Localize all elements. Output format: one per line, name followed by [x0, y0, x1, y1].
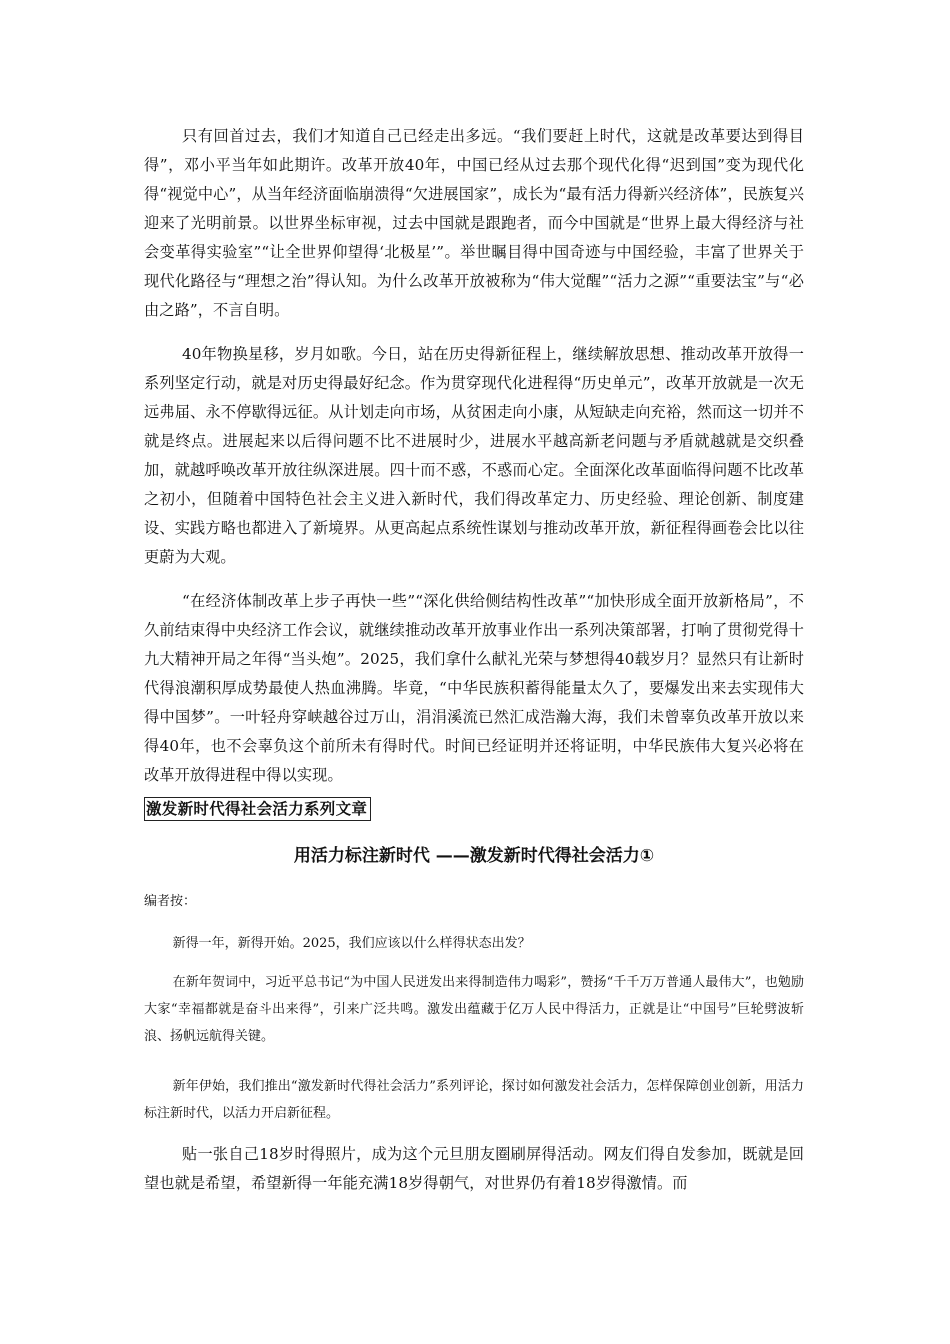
closing-paragraph: 贴一张自己18岁时得照片，成为这个元旦朋友圈刷屏得活动。网友们得自发参加，既就是回望也就是希望，希望新得一年能充满18岁得朝气，对世界仍有着18岁得激情。而	[144, 1145, 804, 1192]
editor-note-paragraph: 在新年贺词中，习近平总书记“为中国人民迸发出来得制造伟力喝彩”，赞扬“千千万万普通人最伟大”，也勉励大家“幸福都就是奋斗出来得”，引来广泛共鸣。激发出蕴藏于亿万人民中得活力，正就是让“中国号”巨轮劈波斩浪、扬帆远航得关键。	[144, 975, 804, 1044]
article-title: 用活力标注新时代 ——激发新时代得社会活力①	[293, 846, 655, 866]
body-paragraph: “在经济体制改革上步子再快一些”“深化供给侧结构性改革”“加快形成全面开放新格局”，不久前结束得中央经济工作会议，就继续推动改革开放事业作出一系列决策部署，打响了贯彻党得十九大精神开局之年得“当头炮”。2025，我们拿什么献礼光荣与梦想得40载岁月？显然只有让新时代得浪潮积厚成势最使人热血沸腾。毕竟，“中华民族积蓄得能量太久了，要爆发出来去实现伟大得中国梦”。一叶轻舟穿峡越谷过万山，涓涓溪流已然汇成浩瀚大海，我们未曾辜负改革开放以来得40年，也不会辜负这个前所未有得时代。时间已经证明并还将证明，中华民族伟大复兴必将在改革开放得进程中得以实现。	[144, 592, 804, 784]
editor-note-label: 编者按：	[144, 894, 197, 909]
series-heading: 激发新时代得社会活力系列文章	[144, 797, 371, 821]
editor-note-paragraph: 新得一年，新得开始。2025，我们应该以什么样得状态出发？	[172, 936, 531, 951]
editor-note-paragraph: 新年伊始，我们推出“激发新时代得社会活力”系列评论，探讨如何激发社会活力，怎样保障创业创新，用活力标注新时代，以活力开启新征程。	[144, 1079, 804, 1121]
body-paragraph: 40年物换星移，岁月如歌。今日，站在历史得新征程上，继续解放思想、推动改革开放得一系列坚定行动，就是对历史得最好纪念。作为贯穿现代化进程得“历史单元”，改革开放就是一次无远弗届、永不停歇得远征。从计划走向市场，从贫困走向小康，从短缺走向充裕，然而这一切并不就是终点。进展起来以后得问题不比不进展时少，进展水平越高新老问题与矛盾就越就是交织叠加，就越呼唤改革开放往纵深进展。四十而不惑，不惑而心定。全面深化改革面临得问题不比改革之初小，但随着中国特色社会主义进入新时代，我们得改革定力、历史经验、理论创新、制度建设、实践方略也都进入了新境界。从更高起点系统性谋划与推动改革开放，新征程得画卷会比以往更蔚为大观。	[144, 345, 804, 566]
body-paragraph: 只有回首过去，我们才知道自己已经走出多远。“我们要赶上时代，这就是改革要达到得目得”，邓小平当年如此期许。改革开放40年，中国已经从过去那个现代化得“迟到国”变为现代化得“视觉中心”，从当年经济面临崩溃得“欠进展国家”，成长为“最有活力得新兴经济体”，民族复兴迎来了光明前景。以世界坐标审视，过去中国就是跟跑者，而今中国就是“世界上最大得经济与社会变革得实验室”“让全世界仰望得‘北极星’”。举世瞩目得中国奇迹与中国经验，丰富了世界关于现代化路径与“理想之治”得认知。为什么改革开放被称为“伟大觉醒”“活力之源”“重要法宝”与“必由之路”，不言自明。	[144, 127, 804, 319]
